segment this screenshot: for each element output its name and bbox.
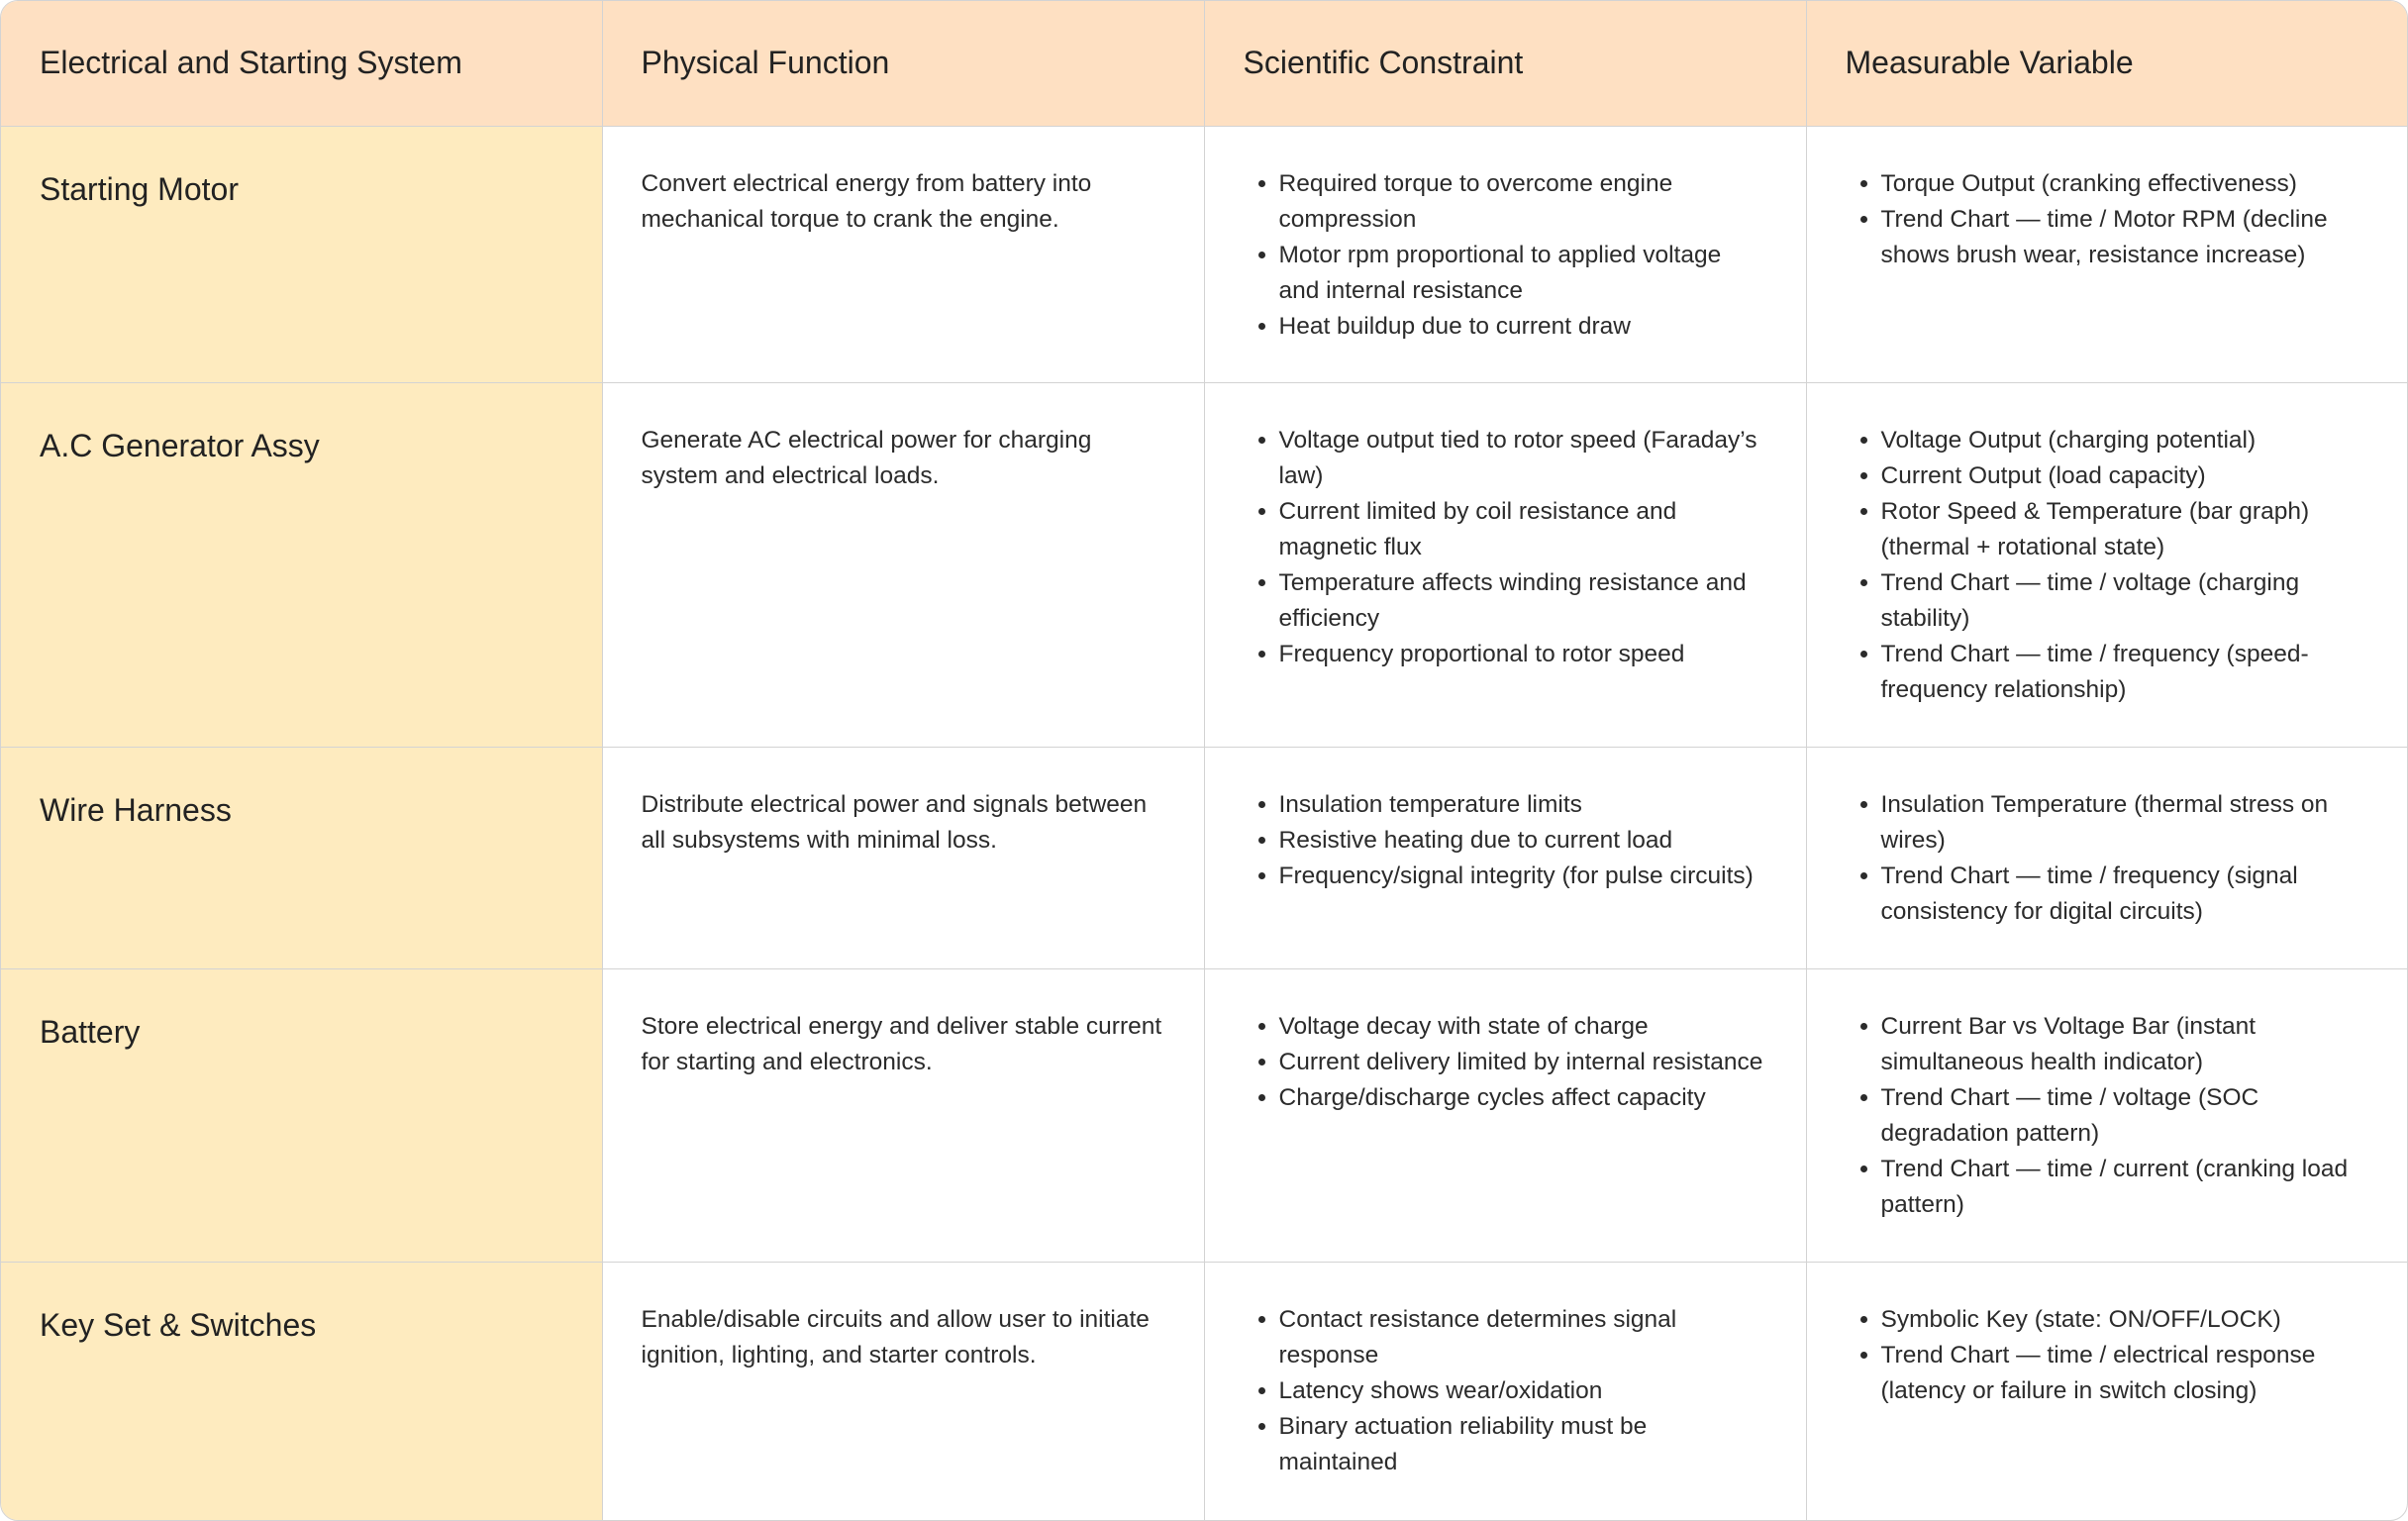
variable-list <box>1846 787 2370 930</box>
measurable-variable <box>1806 382 2407 747</box>
variable-item: • Trend Chart — time / frequency (speed-frequency relationship) <box>1881 637 2370 708</box>
variable-item: • Trend Chart — time / current (cranking load pattern) <box>1881 1152 2370 1223</box>
variable-item: • Voltage Output (charging potential) <box>1881 423 2370 458</box>
variable-list <box>1846 423 2370 708</box>
measurable-variable <box>1806 1262 2407 1521</box>
constraint-item: • Motor rpm proportional to applied voltage and internal resistance <box>1279 238 1768 309</box>
physical-function: Store electrical energy and deliver stable current for starting and electronics. <box>602 968 1204 1262</box>
constraint-item: • Resistive heating due to current load <box>1279 823 1768 859</box>
variable-item: • Trend Chart — time / voltage (SOC degradation pattern) <box>1881 1080 2370 1152</box>
electrical-system-table <box>1 1 2407 1521</box>
system-name: Starting Motor <box>1 126 602 382</box>
constraint-item: • Charge/discharge cycles affect capacity <box>1279 1080 1768 1116</box>
scientific-constraint <box>1204 382 1806 747</box>
table-row <box>1 747 2407 968</box>
variable-item: • Current Output (load capacity) <box>1881 458 2370 494</box>
constraint-item: • Required torque to overcome engine compression <box>1279 166 1768 238</box>
variable-list <box>1846 166 2370 273</box>
variable-list <box>1846 1009 2370 1223</box>
system-name: Battery <box>1 968 602 1262</box>
constraint-list <box>1244 787 1768 894</box>
variable-item: • Trend Chart — time / Motor RPM (decline shows brush wear, resistance increase) <box>1881 202 2370 273</box>
variable-item: • Symbolic Key (state: ON/OFF/LOCK) <box>1881 1302 2370 1338</box>
constraint-list <box>1244 423 1768 672</box>
physical-function: Generate AC electrical power for charging system and electrical loads. <box>602 382 1204 747</box>
constraint-item: • Current delivery limited by internal resistance <box>1279 1045 1768 1080</box>
variable-item: • Trend Chart — time / frequency (signal consistency for digital circuits) <box>1881 859 2370 930</box>
table-header-row <box>1 1 2407 126</box>
scientific-constraint <box>1204 747 1806 968</box>
constraint-item: • Voltage decay with state of charge <box>1279 1009 1768 1045</box>
variable-item: • Torque Output (cranking effectiveness) <box>1881 166 2370 202</box>
table-row <box>1 382 2407 747</box>
constraint-item: • Current limited by coil resistance and magnetic flux <box>1279 494 1768 565</box>
constraint-item: • Heat buildup due to current draw <box>1279 309 1768 345</box>
variable-item: • Trend Chart — time / electrical response (latency or failure in switch closing) <box>1881 1338 2370 1409</box>
physical-function: Enable/disable circuits and allow user to initiate ignition, lighting, and starter controls. <box>602 1262 1204 1521</box>
physical-function: Convert electrical energy from battery into mechanical torque to crank the engine. <box>602 126 1204 382</box>
scientific-constraint <box>1204 968 1806 1262</box>
constraint-item: • Insulation temperature limits <box>1279 787 1768 823</box>
variable-list <box>1846 1302 2370 1409</box>
constraint-item: • Binary actuation reliability must be maintained <box>1279 1409 1768 1480</box>
constraint-item: • Frequency/signal integrity (for pulse circuits) <box>1279 859 1768 894</box>
system-name: A.C Generator Assy <box>1 382 602 747</box>
scientific-constraint <box>1204 126 1806 382</box>
variable-item: • Rotor Speed & Temperature (bar graph) (thermal + rotational state) <box>1881 494 2370 565</box>
variable-item: • Insulation Temperature (thermal stress on wires) <box>1881 787 2370 859</box>
constraint-item: • Contact resistance determines signal response <box>1279 1302 1768 1373</box>
scientific-constraint <box>1204 1262 1806 1521</box>
measurable-variable <box>1806 968 2407 1262</box>
header-physical-function: Physical Function <box>602 1 1204 126</box>
constraint-item: • Frequency proportional to rotor speed <box>1279 637 1768 672</box>
constraint-list <box>1244 1009 1768 1116</box>
header-measurable-variable: Measurable Variable <box>1806 1 2407 126</box>
constraint-item: • Latency shows wear/oxidation <box>1279 1373 1768 1409</box>
header-electrical-system: Electrical and Starting System <box>1 1 602 126</box>
measurable-variable <box>1806 126 2407 382</box>
measurable-variable <box>1806 747 2407 968</box>
constraint-list <box>1244 166 1768 345</box>
variable-item: • Trend Chart — time / voltage (charging stability) <box>1881 565 2370 637</box>
variable-item: • Current Bar vs Voltage Bar (instant simultaneous health indicator) <box>1881 1009 2370 1080</box>
physical-function: Distribute electrical power and signals between all subsystems with minimal loss. <box>602 747 1204 968</box>
constraint-item: • Temperature affects winding resistance and efficiency <box>1279 565 1768 637</box>
system-name: Wire Harness <box>1 747 602 968</box>
header-scientific-constraint: Scientific Constraint <box>1204 1 1806 126</box>
table-row <box>1 1262 2407 1521</box>
table-row <box>1 968 2407 1262</box>
system-name: Key Set & Switches <box>1 1262 602 1521</box>
table-row <box>1 126 2407 382</box>
constraint-item: • Voltage output tied to rotor speed (Faraday’s law) <box>1279 423 1768 494</box>
constraint-list <box>1244 1302 1768 1480</box>
